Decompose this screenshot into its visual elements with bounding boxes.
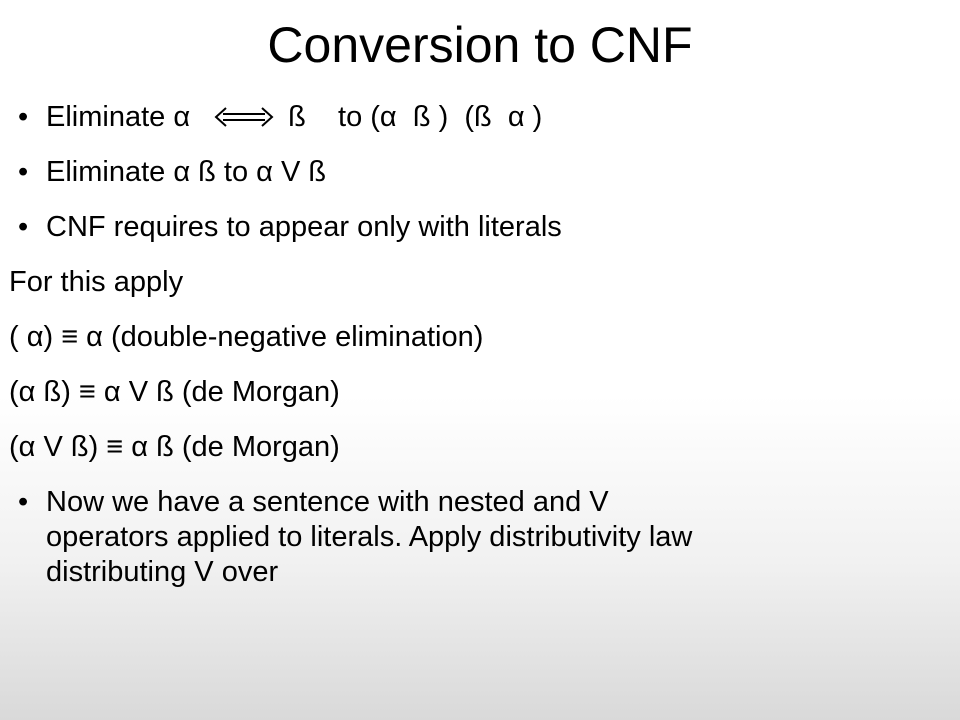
bullet-marker: • (18, 101, 29, 133)
eliminate-implication-text: Eliminate α ß to α V ß (46, 156, 327, 188)
de-morgan-and-text: (α ß) ≡ α V ß (de Morgan) (9, 376, 340, 408)
distributivity-line: distributing V over (46, 556, 279, 588)
distributivity-line: operators applied to literals. Apply distributivity law (46, 521, 693, 553)
double-negation-text: ( α) ≡ α (double-negative elimination) (9, 321, 484, 353)
for-this-apply-text: For this apply (9, 266, 184, 298)
distributivity-paragraph (46, 485, 906, 590)
bullet-marker: • (18, 156, 29, 188)
cnf-requirement-text: CNF requires to appear only with literals (46, 211, 562, 243)
eliminate-biconditional-start: Eliminate α (46, 101, 191, 133)
left-right-double-arrow-icon (214, 106, 274, 128)
de-morgan-or-text: (α V ß) ≡ α ß (de Morgan) (9, 431, 340, 463)
distributivity-line: Now we have a sentence with nested and V (46, 486, 609, 518)
bullet-marker: • (18, 486, 29, 518)
slide-title: Conversion to CNF (267, 17, 693, 73)
bullet-marker: • (18, 211, 29, 243)
eliminate-biconditional-end: ß to (α ß ) (ß α ) (288, 101, 543, 133)
